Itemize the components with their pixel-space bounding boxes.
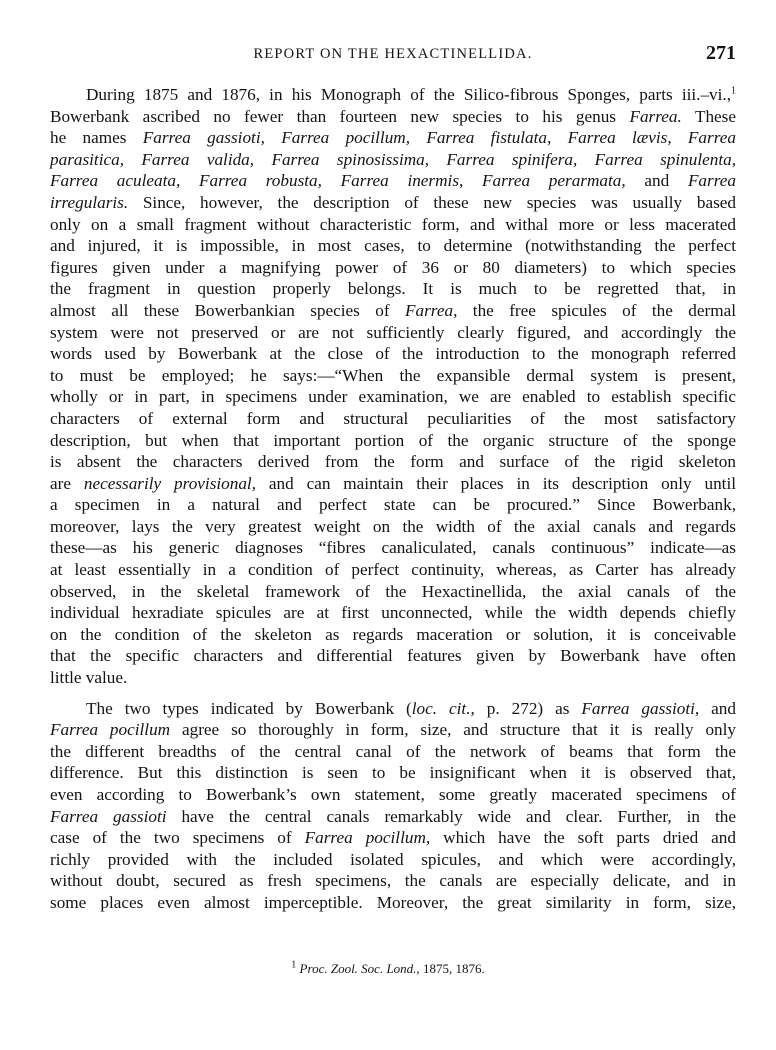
italic-text: Farrea, <box>405 300 458 320</box>
italic-text: Farrea pocillum <box>50 720 171 740</box>
paragraph <box>50 698 736 914</box>
text-line <box>50 806 736 828</box>
text: Since, however, the description of these new species was usually based <box>128 192 736 212</box>
running-head: REPORT ON THE HEXACTINELLIDA. <box>253 46 533 62</box>
italic-text: Farrea. <box>629 106 682 126</box>
text-line <box>50 278 736 300</box>
text-line <box>50 84 736 106</box>
text: at least essentially in a condition of perfect continuity, whereas, as Carter has already <box>50 560 736 580</box>
text: The two types indicated by Bowerbank ( <box>86 698 412 718</box>
text: even according to Bowerbank’s own statement, some greatly macerated specimens of <box>50 785 736 804</box>
text: these—as his generic diagnoses “fibres canaliculated, canals continuous” indicate—as <box>50 538 736 558</box>
text: individual hexradiate spicules are at first unconnected, while the width depends chiefly <box>50 603 736 623</box>
text: figures given under a magnifying power of 36 or 80 diameters) to which species <box>50 257 736 277</box>
text: the different breadths of the central canal of the network of beams that form the <box>50 741 736 761</box>
text-line <box>50 698 736 720</box>
text: little value. <box>50 668 128 688</box>
text: These <box>681 106 736 126</box>
italic-text: parasitica, Farrea valida, Farrea spinosissima, Farrea spinifera, Farrea spinulenta, <box>50 149 736 169</box>
text-line <box>50 343 736 365</box>
text-line <box>50 581 736 603</box>
footnote <box>0 961 776 977</box>
text: some places even almost imperceptible. Moreover, the great similarity in form, size, <box>50 892 736 912</box>
text-line <box>50 451 736 473</box>
text: Bowerbank ascribed no fewer than fourteen new species to his genus <box>50 106 630 126</box>
text: system were not preserved or are not sufficiently clearly figured, and accordingly the <box>50 322 736 342</box>
text: the free spicules of the dermal <box>457 300 736 320</box>
italic-text: Farrea <box>687 171 736 191</box>
text-line <box>50 473 736 495</box>
text: words used by Bowerbank at the close of the introduction to the monograph referred <box>50 344 736 364</box>
text: on the condition of the skeleton as regards maceration or solution, it is conceivable <box>50 624 736 644</box>
text-line <box>50 386 736 408</box>
page-header <box>50 42 736 68</box>
text: is absent the characters derived from the form and surface of the rigid skeleton <box>50 452 736 472</box>
text: observed, in the skeletal framework of the Hexactinellida, the axial canals of the <box>50 581 736 601</box>
text-line <box>50 559 736 581</box>
text: have the central canals remarkably wide and clear. Further, in the <box>166 806 736 826</box>
text-line <box>50 762 736 784</box>
page-number: 271 <box>706 42 736 64</box>
text-line <box>50 430 736 452</box>
text-line <box>50 170 736 192</box>
text-line <box>50 741 736 763</box>
text-line <box>50 667 736 689</box>
text: agree so thoroughly in form, size, and structure that it is really only <box>170 720 736 740</box>
text: and <box>625 171 688 191</box>
text-line <box>50 719 736 741</box>
text: a specimen in a natural and perfect state can be procured.” Since Bowerbank, <box>50 495 736 515</box>
text-line <box>50 300 736 322</box>
text-line <box>50 870 736 892</box>
text: description, but when that important portion of the organic structure of the sponge <box>50 430 736 450</box>
text: which have the soft parts dried and <box>430 828 736 848</box>
text-line <box>50 537 736 559</box>
text: richly provided with the included isolated spicules, and which were accordingly, <box>50 849 736 869</box>
italic-text: necessarily provisional, <box>83 473 257 493</box>
text: p. 272) as <box>474 698 582 718</box>
text: that the specific characters and differential features given by Bowerbank have often <box>50 646 736 666</box>
text: to must be employed; he says:—“When the expansible dermal system is present, <box>50 365 736 385</box>
text: case of the two specimens of <box>50 828 305 848</box>
text: 1875, 1876. <box>419 961 485 976</box>
text: only on a small fragment without characteristic form, and withal more or less macerated <box>50 214 736 234</box>
text-line <box>50 408 736 430</box>
text-line <box>50 624 736 646</box>
text-line <box>50 516 736 538</box>
italic-text: Proc. Zool. Soc. Lond., <box>299 961 420 976</box>
paragraph-gap <box>50 689 736 698</box>
footnote-marker: 1 <box>731 85 736 97</box>
italic-text: loc. cit., <box>411 698 475 718</box>
text: During 1875 and 1876, in his Monograph of the Silico-fibrous Sponges, parts iii.–vi., <box>86 85 731 104</box>
text: almost all these Bowerbankian species of <box>50 300 406 320</box>
text: are <box>50 473 84 493</box>
text-line <box>50 106 736 128</box>
text: and can maintain their places in its description only until <box>256 473 737 493</box>
text: moreover, lays the very greatest weight on the width of the axial canals and regards <box>50 516 736 536</box>
text-line <box>50 192 736 214</box>
body-text <box>50 84 736 914</box>
text-line <box>50 827 736 849</box>
text: the fragment in question properly belongs. It is much to be regretted that, in <box>50 279 736 299</box>
text-line <box>50 784 736 806</box>
text-line <box>50 494 736 516</box>
text-line <box>50 322 736 344</box>
italic-text: Farrea gassioti, Farrea pocillum, Farrea fistulata, Farrea lævis, Farrea <box>142 128 736 148</box>
text-line <box>50 645 736 667</box>
text: characters of external form and structural peculiarities of the most satisfactory <box>50 408 736 428</box>
text-line <box>50 235 736 257</box>
text-line <box>50 257 736 279</box>
italic-text: Farrea gassioti <box>50 806 167 826</box>
italic-text: Farrea pocillum, <box>304 828 431 848</box>
text-line <box>50 127 736 149</box>
text: and <box>699 698 736 718</box>
text: without doubt, secured as fresh specimens, the canals are especially delicate, and in <box>50 871 736 891</box>
text: difference. But this distinction is seen to be insignificant when it is observed that, <box>50 763 736 783</box>
italic-text: irregularis. <box>50 192 129 212</box>
footnote-marker: 1 <box>291 959 297 971</box>
text-line <box>50 892 736 914</box>
text-line <box>50 602 736 624</box>
text-line <box>50 214 736 236</box>
text-line <box>50 149 736 171</box>
paragraph <box>50 84 736 689</box>
text-line <box>50 365 736 387</box>
text-line <box>50 849 736 871</box>
text: he names <box>50 128 143 148</box>
italic-text: Farrea gassioti, <box>581 698 700 718</box>
text: and injured, it is impossible, in most cases, to determine (notwithstanding the perfect <box>50 236 736 256</box>
italic-text: Farrea aculeata, Farrea robusta, Farrea inermis, Farrea perarmata, <box>50 171 626 191</box>
text: wholly or in part, in specimens under examination, we are enabled to establish specific <box>50 387 736 407</box>
